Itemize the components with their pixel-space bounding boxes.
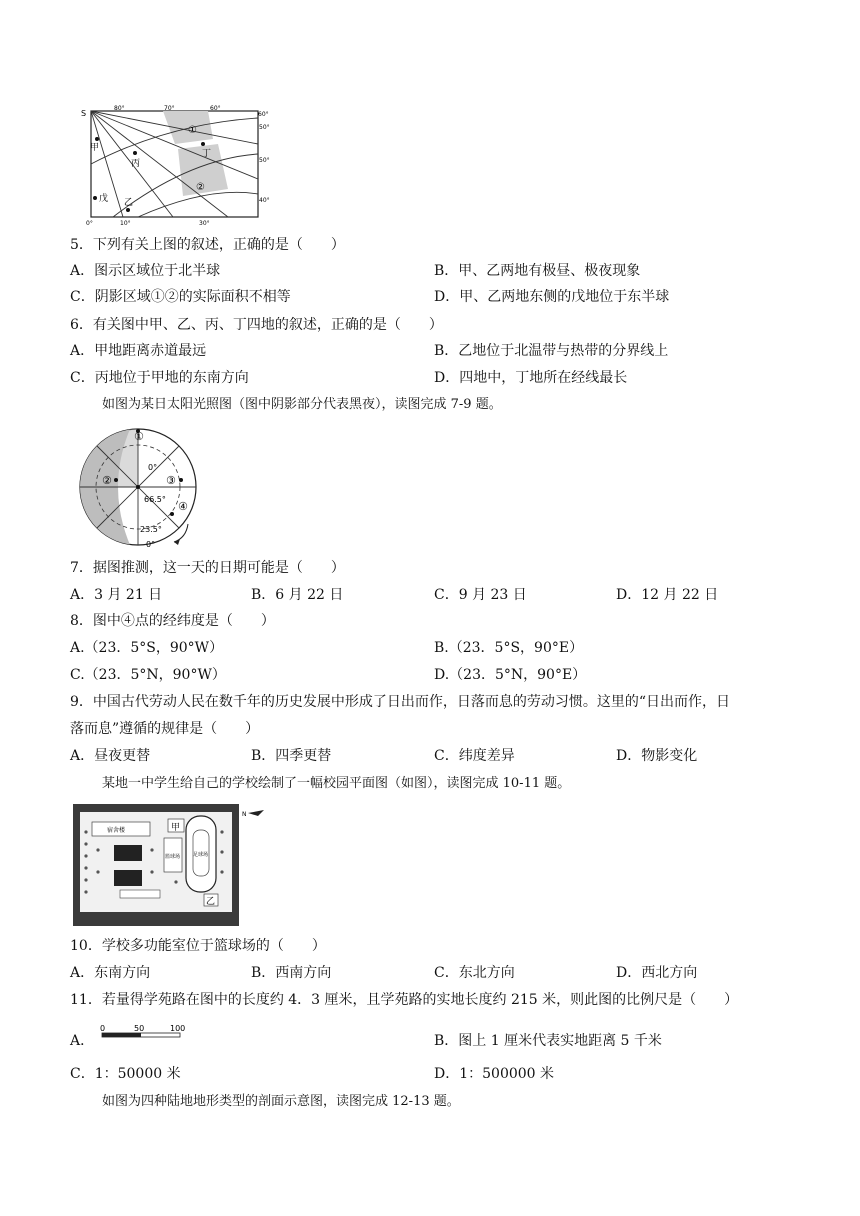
fig1-right-label: 50° (259, 124, 270, 131)
question-8-stem: 8．图中④点的经纬度是（ ） (70, 613, 275, 629)
point-ding: 丁 (202, 149, 212, 159)
illumination-label: 0° (146, 540, 156, 549)
question-11-option-a: A． (70, 1033, 95, 1049)
campus-label-jia: 甲 (171, 823, 181, 833)
scale-bar-figure (96, 1022, 186, 1044)
point-wu: 戊 (99, 194, 109, 204)
question-7-stem: 7．据图推测，这一天的日期可能是（ ） (70, 560, 345, 576)
fig1-right-label: 50° (259, 157, 270, 164)
question-11-option-d: D．1：500000 米 (434, 1066, 555, 1082)
illumination-marker-2: ② (102, 474, 112, 487)
campus-label-basketball-court: 篮球场 (165, 854, 181, 860)
illumination-label: 66.5° (144, 495, 166, 504)
north-arrow-icon (248, 810, 264, 816)
illumination-label: 23.5° (140, 525, 162, 534)
question-7-option-d: D．12 月 22 日 (616, 587, 719, 603)
question-6-option-b: B．乙地位于北温带与热带的分界线上 (434, 343, 669, 359)
lat-long-grid-figure (78, 104, 280, 228)
question-6-option-d: D．四地中，丁地所在经线最长 (434, 370, 628, 386)
question-10-option-c: C．东北方向 (434, 965, 515, 981)
question-9-option-c: C．纬度差异 (434, 748, 515, 764)
illumination-marker-3: ③ (166, 474, 176, 487)
north-arrow-label: N (242, 811, 247, 818)
scale-bar-label: 0 (100, 1024, 106, 1033)
question-5-option-a: A．图示区域位于北半球 (70, 263, 221, 279)
question-5-option-b: B．甲、乙两地有极昼、极夜现象 (434, 263, 641, 279)
question-6-option-a: A．甲地距离赤道最远 (70, 343, 207, 359)
fig1-corner-label: S (81, 109, 87, 118)
question-7-option-a: A．3 月 21 日 (70, 587, 163, 603)
question-9-option-a: A．昼夜更替 (70, 748, 151, 764)
illumination-label: 0° (148, 463, 158, 472)
region-2-label: ② (196, 182, 205, 193)
point-yi: 乙 (124, 198, 134, 208)
question-6-stem: 6．有关图中甲、乙、丙、丁四地的叙述，正确的是（ ） (70, 317, 443, 333)
question-9-stem-line-1: 9．中国古代劳动人民在数千年的历史发展中形成了日出而作，日落而息的劳动习惯。这里的“日出而作，日 (70, 694, 731, 710)
question-10-option-d: D．西北方向 (616, 965, 698, 981)
illumination-marker-4: ④ (178, 500, 188, 513)
question-8-option-d: D.（23．5°N，90°E） (434, 667, 587, 683)
illumination-marker-1: ① (134, 430, 144, 443)
question-6-option-c: C．丙地位于甲地的东南方向 (70, 370, 249, 386)
question-7-option-c: C．9 月 23 日 (434, 587, 527, 603)
question-9-option-b: B．四季更替 (251, 748, 332, 764)
fig1-top-label: 80° (114, 105, 125, 112)
question-8-option-b: B.（23．5°S，90°E） (434, 640, 584, 656)
fig1-top-label: 70° (164, 105, 175, 112)
intro-questions-7-9: 如图为某日太阳光照图（图中阴影部分代表黑夜），读图完成 7-9 题。 (102, 397, 502, 412)
campus-label-football-field: 足球场 (193, 852, 209, 858)
question-10-option-b: B．西南方向 (251, 965, 332, 981)
scale-bar-label: 100 (170, 1024, 186, 1033)
question-5-option-d: D．甲、乙两地东侧的戊地位于东半球 (434, 289, 670, 305)
question-10-stem: 10．学校多功能室位于篮球场的（ ） (70, 938, 326, 954)
intro-questions-12-13: 如图为四种陆地地形类型的剖面示意图，读图完成 12-13 题。 (102, 1094, 460, 1109)
question-8-option-a: A.（23．5°S，90°W） (70, 640, 224, 656)
question-8-option-c: C.（23．5°N，90°W） (70, 667, 226, 683)
region-1-label: ① (188, 125, 197, 136)
campus-plan-figure (72, 802, 272, 932)
campus-label-dormitory: 宿舍楼 (107, 827, 126, 834)
sunlight-illumination-figure (68, 426, 208, 550)
question-5-stem: 5．下列有关上图的叙述，正确的是（ ） (70, 237, 345, 253)
question-11-option-b: B．图上 1 厘米代表实地距离 5 千米 (434, 1033, 662, 1049)
question-9-stem-line-2: 落而息”遵循的规律是（ ） (70, 721, 260, 737)
fig1-bottom-label: 10° (120, 220, 131, 227)
fig1-bottom-label: 30° (199, 220, 210, 227)
fig1-top-label: 60° (210, 105, 221, 112)
question-5-option-c: C．阴影区域①②的实际面积不相等 (70, 289, 291, 305)
question-7-option-b: B．6 月 22 日 (251, 587, 344, 603)
question-11-option-c: C．1：50000 米 (70, 1066, 181, 1082)
point-jia: 甲 (90, 143, 100, 153)
scale-bar-label: 50 (134, 1024, 145, 1033)
fig1-right-label: 40° (259, 197, 270, 204)
fig1-top-label: 60° (258, 111, 269, 118)
point-bing: 丙 (131, 159, 141, 169)
question-11-stem: 11．若量得学苑路在图中的长度约 4．3 厘米，且学苑路的实地长度约 215 米，则此图的比例尺是（ ） (70, 992, 739, 1008)
fig1-bottom-label: 0° (86, 220, 93, 227)
intro-questions-10-11: 某地一中学生给自己的学校绘制了一幅校园平面图（如图），读图完成 10-11 题。 (102, 776, 571, 791)
question-9-option-d: D．物影变化 (616, 748, 698, 764)
campus-label-yi: 乙 (206, 897, 216, 907)
question-10-option-a: A．东南方向 (70, 965, 151, 981)
